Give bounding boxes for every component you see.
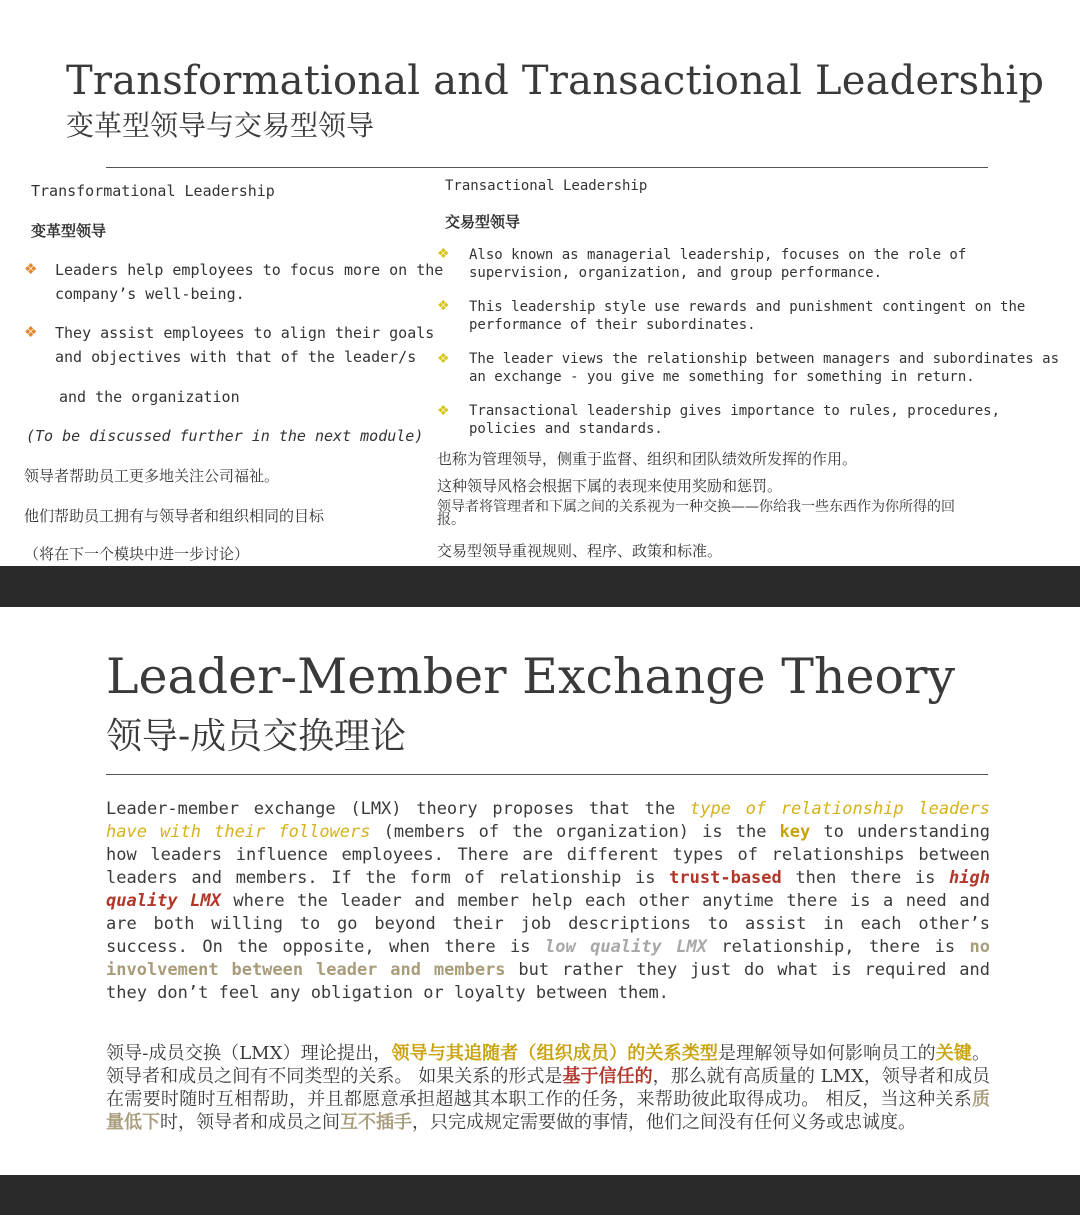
left-note: (To be discussed further in the next module) bbox=[26, 427, 424, 445]
slide2-title: Leader-Member Exchange Theory bbox=[106, 648, 956, 705]
left-cn-3: （将在下一个模块中进一步讨论） bbox=[24, 545, 250, 563]
slide1-subtitle: 变革型领导与交易型领导 bbox=[66, 109, 375, 142]
diamond-bullet-icon: ❖ bbox=[437, 403, 450, 419]
cn-highlight-trust-based: 基于信任的 bbox=[562, 1066, 653, 1087]
transformational-heading: Transformational Leadership bbox=[31, 182, 275, 200]
bottom-band bbox=[0, 1175, 1080, 1215]
diamond-bullet-icon: ❖ bbox=[437, 298, 450, 314]
transformational-heading-cn: 变革型领导 bbox=[31, 222, 107, 240]
cn-highlight-low-quality: 质量低下 bbox=[106, 1089, 990, 1133]
highlight-trust-based: trust-based bbox=[669, 868, 782, 888]
right-cn-3: 领导者将管理者和下属之间的关系视为一种交换——你给我一些东西作为你所得的回 报。 bbox=[437, 499, 955, 528]
lmx-paragraph-cn: 领导-成员交换（LMX）理论提出，领导与其追随者（组织成员）的关系类型是理解领导如何影响员工的关键。 领导者和成员之间有不同类型的关系。 如果关系的形式是基于信任的，那么就有高质量的 LMX，领导者和成员在需要时随时互相帮助，并且都愿意承担超越其本职工作的任务，来帮助彼此取得成功。 相反，当这种关系质量低下时，领导者和成员之间互不插手，只完成规定需要做的事情，他们之间没有任何义务或忠诚度。 bbox=[106, 1043, 991, 1133]
slide2-subtitle: 领导-成员交换理论 bbox=[106, 716, 407, 757]
right-bullet-2: This leadership style use rewards and punishment contingent on the performance of their subordinates. bbox=[469, 299, 1026, 333]
lmx-paragraph-en: Leader-member exchange (LMX) theory proposes that the type of relationship leaders have with their followers (members of the organization) is the key to understanding how leaders influence employees. There are different types of relationships between leaders and members. If the form of relationship is trust-based then there is high quality LMX where the leader and member help each other anytime there is a need and are both willing to go beyond their job descriptions to assist in each other’s success. On the opposite, when there is low quality LMX relationship, there is no involvement between leader and members but rather they just do what is required and they don’t feel any obligation or loyalty between them. bbox=[106, 799, 991, 1003]
left-bullet-2: They assist employees to align their goals and objectives with that of the leader/s bbox=[55, 324, 435, 366]
left-bullet-1: Leaders help employees to focus more on the company’s well-being. bbox=[55, 261, 444, 303]
slide1-divider bbox=[106, 167, 988, 168]
right-bullet-3: The leader views the relationship between managers and subordinates as an exchange - you give me something for something in return. bbox=[469, 351, 1060, 385]
cn-highlight-key: 关键 bbox=[935, 1043, 973, 1064]
left-cn-2: 他们帮助员工拥有与领导者和组织相同的目标 bbox=[24, 507, 325, 525]
right-cn-4: 交易型领导重视规则、程序、政策和标准。 bbox=[437, 542, 723, 560]
diamond-bullet-icon: ❖ bbox=[24, 323, 38, 341]
left-cn-1: 领导者帮助员工更多地关注公司福祉。 bbox=[24, 467, 280, 485]
diamond-bullet-icon: ❖ bbox=[437, 246, 450, 262]
cn-highlight-no-involvement: 互不插手 bbox=[340, 1112, 412, 1133]
diamond-bullet-icon: ❖ bbox=[24, 260, 38, 278]
right-bullet-1: Also known as managerial leadership, focuses on the role of supervision, organization, and group performance. bbox=[469, 247, 967, 281]
slide2-divider bbox=[106, 774, 988, 775]
right-bullet-4: Transactional leadership gives importance to rules, procedures, policies and standards. bbox=[469, 403, 1001, 437]
right-cn-1: 也称为管理领导，侧重于监督、组织和团队绩效所发挥的作用。 bbox=[437, 450, 858, 468]
left-bullet-2-continued: and the organization bbox=[59, 388, 240, 406]
diamond-bullet-icon: ❖ bbox=[437, 351, 450, 367]
highlight-no-involvement: no involvement between leader and members bbox=[106, 937, 990, 980]
highlight-relationship-type: type of relationship leaders have with their followers bbox=[106, 799, 990, 842]
transactional-heading-cn: 交易型领导 bbox=[445, 213, 521, 231]
highlight-high-quality-lmx: high quality LMX bbox=[106, 868, 990, 911]
cn-highlight-relationship-type: 领导与其追随者（组织成员）的关系类型 bbox=[391, 1043, 719, 1064]
right-cn-2: 这种领导风格会根据下属的表现来使用奖励和惩罚。 bbox=[437, 477, 783, 495]
slide-separator-band bbox=[0, 566, 1080, 607]
highlight-key: key bbox=[779, 822, 811, 842]
slide1-title: Transformational and Transactional Leadership bbox=[66, 58, 1045, 104]
transactional-heading: Transactional Leadership bbox=[445, 178, 648, 194]
highlight-low-quality-lmx: low quality LMX bbox=[544, 937, 707, 957]
